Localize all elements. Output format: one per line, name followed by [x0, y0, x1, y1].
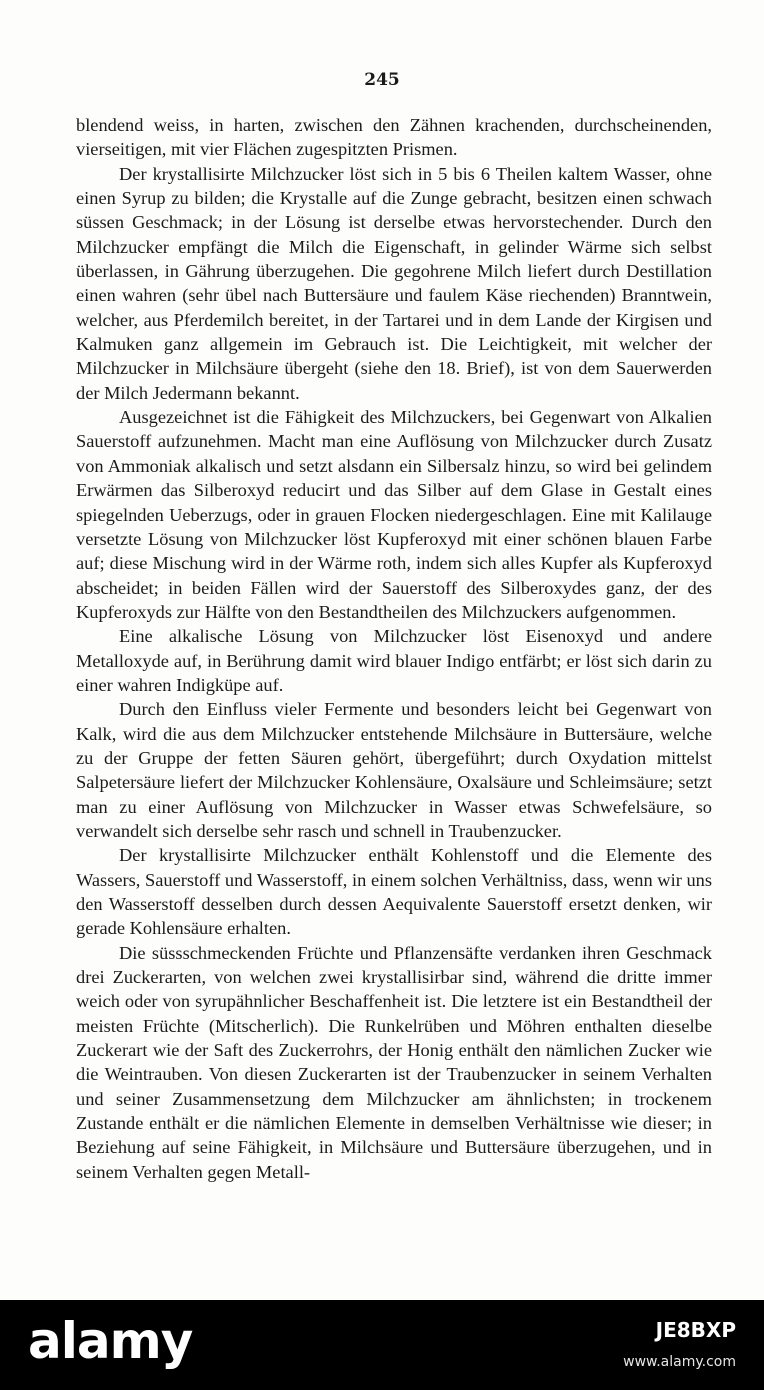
paragraph-7: Die süssschmeckenden Früchte und Pflanzensäfte verdanken ihren Geschmack drei Zuckerarten, von welchen zwei krystallisirbar sind, während die dritte immer weich oder von syrupähnlicher Beschaffenheit ist. Die letztere ist ein Bestandtheil der meisten Früchte (Mitscherlich). Die Runkelrüben und Möhren enthalten dieselbe Zuckerart wie der Saft des Zuckerrohrs, der Honig enthält den nämlichen Zucker wie die Weintrauben. Von diesen Zuckerarten ist der Traubenzucker in seinem Verhalten und seiner Zusammensetzung dem Milchzucker am ähnlichsten; in trockenem Zustande enthält er die nämlichen Elemente in demselben Verhältnisse wie dieser; in Beziehung auf seine Fähigkeit, in Milchsäure und Buttersäure überzugehen, und in seinem Verhalten gegen Metall-	[76, 942, 712, 1182]
body-text	[76, 113, 712, 1184]
paragraph-4: Eine alkalische Lösung von Milchzucker löst Eisenoxyd und andere Metalloxyde auf, in Berührung damit wird blauer Indigo entfärbt; er löst sich darin zu einer wahren Indigküpe auf.	[76, 626, 712, 695]
image-id-label: JE8BXP	[655, 1318, 736, 1342]
page-number: 245	[364, 70, 400, 90]
paragraph-6: Der krystallisirte Milchzucker enthält Kohlenstoff und die Elemente des Wassers, Sauerstoff und Wasserstoff, in einem solchen Verhältniss, dass, wenn wir uns den Wasserstoff desselben durch dessen Aequivalente Sauerstoff ersetzt denken, wir gerade Kohlensäure erhalten.	[76, 845, 712, 939]
alamy-logo: alamy	[28, 1312, 193, 1370]
paragraph-3: Ausgezeichnet ist die Fähigkeit des Milchzuckers, bei Gegenwart von Alkalien Sauerstoff aufzunehmen. Macht man eine Auflösung von Milchzucker durch Zusatz von Ammoniak alkalisch und setzt alsdann ein Silbersalz hinzu, so wird bei gelindem Erwärmen das Silberoxyd reducirt und das Silber auf dem Glase in Gestalt eines spiegelnden Ueberzugs, oder in grauen Flocken niedergeschlagen. Eine mit Kalilauge versetzte Lösung von Milchzucker löst Kupferoxyd mit einer schönen blauen Farbe auf; diese Mischung wird in der Wärme roth, indem sich alles Kupfer als Kupferoxyd abscheidet; in beiden Fällen wird der Sauerstoff des Silberoxydes ganz, der des Kupferoxyds zur Hälfte von den Bestandtheilen des Milchzuckers aufgenommen.	[76, 407, 712, 622]
paragraph-5: Durch den Einfluss vieler Fermente und besonders leicht bei Gegenwart von Kalk, wird die aus dem Milchzucker entstehende Milchsäure in Buttersäure, welche zu der Gruppe der fetten Säuren gehört, übergeführt; durch Oxydation mittelst Salpetersäure liefert der Milchzucker Kohlensäure, Oxalsäure und Schleimsäure; setzt man zu einer Auflösung von Milchzucker in Wasser etwas Schwefelsäure, so verwandelt sich derselbe sehr rasch und schnell in Traubenzucker.	[76, 699, 712, 841]
paragraph-2: Der krystallisirte Milchzucker löst sich in 5 bis 6 Theilen kaltem Wasser, ohne einen Syrup zu bilden; die Krystalle auf die Zunge gebracht, besitzen einen schwach süssen Geschmack; in der Lösung ist derselbe etwas hervorstechender. Durch den Milchzucker empfängt die Milch die Eigenschaft, in gelinder Wärme sich selbst überlassen, in Gährung überzugehen. Die gegohrene Milch liefert durch Destillation einen wahren (sehr übel nach Buttersäure und faulem Käse riechenden) Branntwein, welcher, aus Pferdemilch bereitet, in der Tartarei und in dem Lande der Kirgisen und Kalmuken ganz allgemein im Gebrauch ist. Die Leichtigkeit, mit welcher der Milchzucker in Milchsäure übergeht (siehe den 18. Brief), ist von dem Sauerwerden der Milch Jedermann bekannt.	[76, 163, 712, 403]
stock-watermark-banner	[0, 1300, 764, 1390]
site-url-label: www.alamy.com	[623, 1354, 736, 1370]
paragraph-1: blendend weiss, in harten, zwischen den Zähnen krachenden, durchscheinenden, vierseitigen, mit vier Flächen zugespitzten Prismen.	[76, 115, 712, 160]
